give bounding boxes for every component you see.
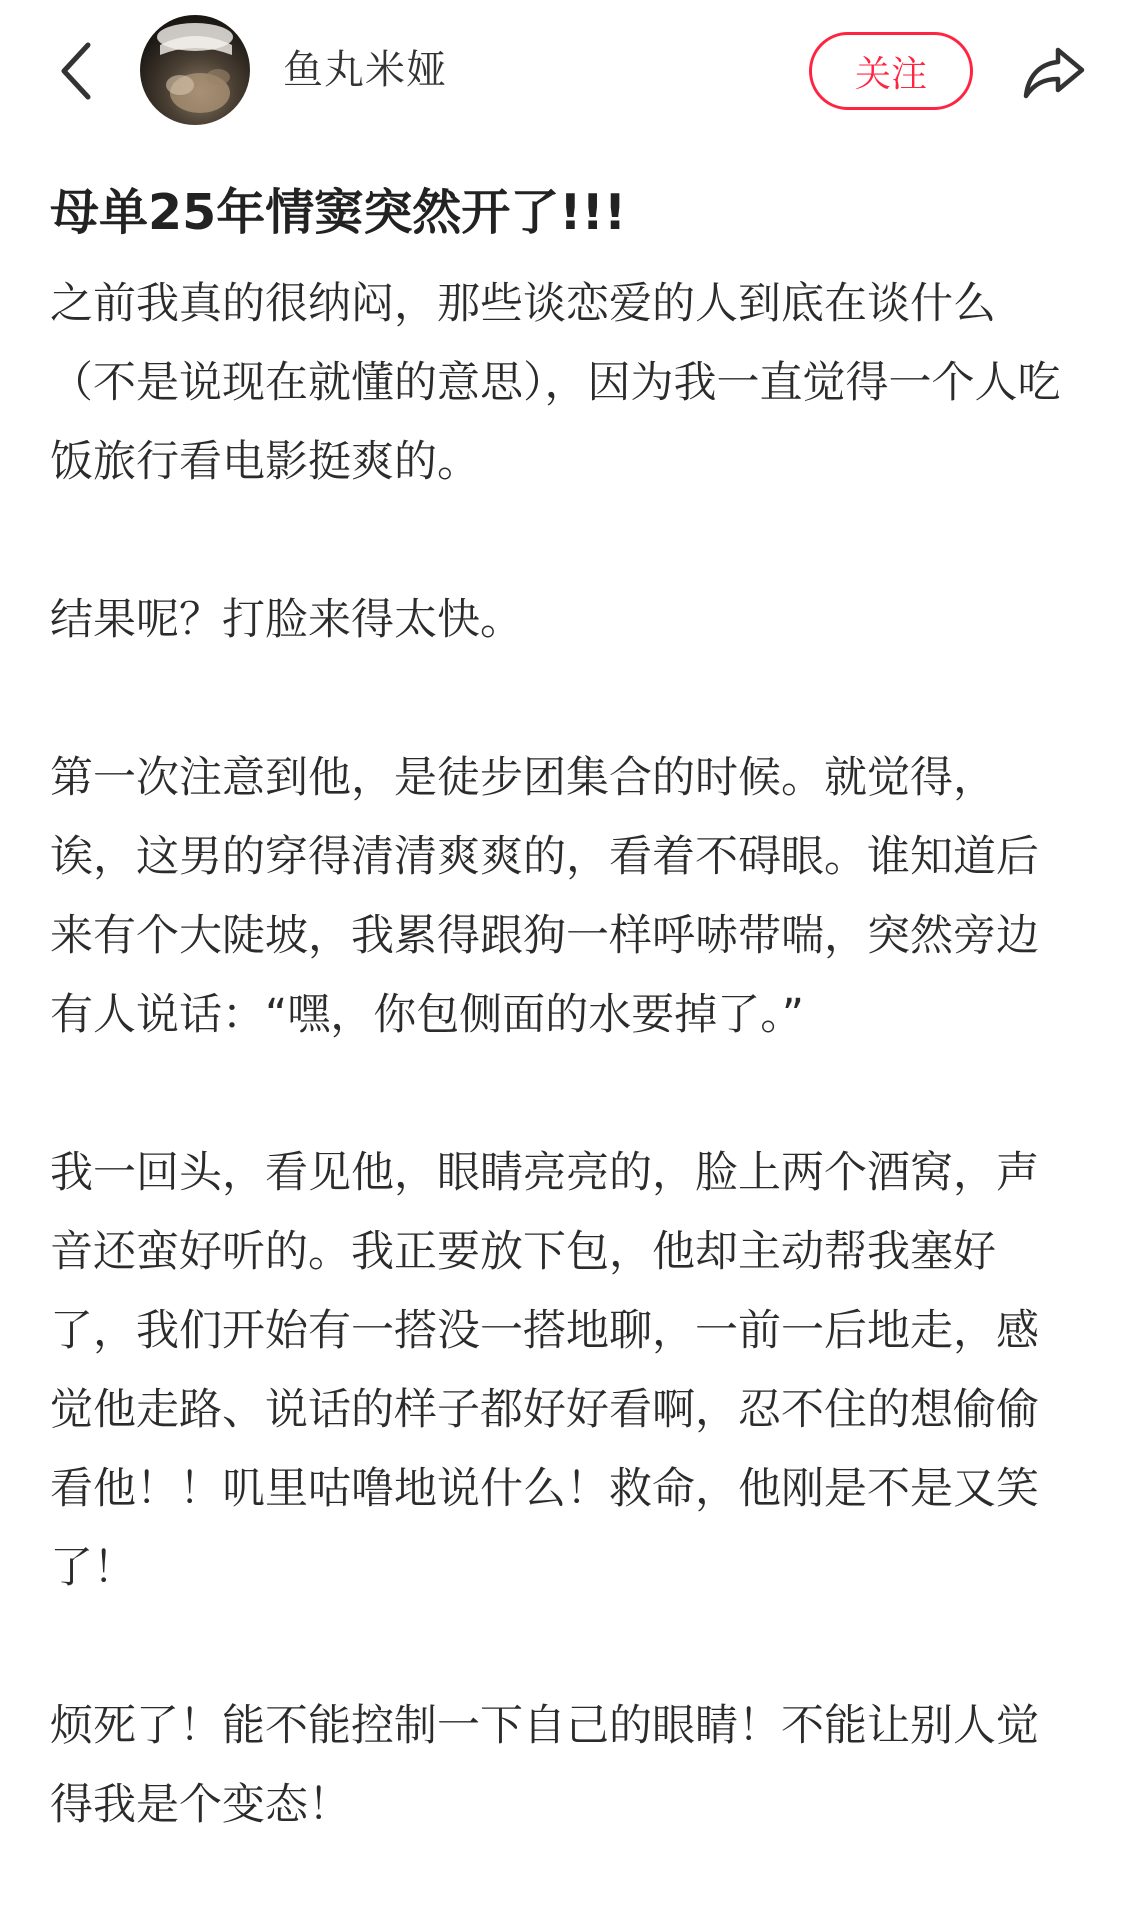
note-paragraph: 结果呢？打脸来得太快。 [50,595,523,645]
note-paragraph: 烦死了！能不能控制一下自己的眼睛！不能让别人觉得我是个变态！ [50,1701,1039,1830]
author-avatar[interactable] [140,15,250,125]
top-bar [0,0,1125,140]
share-button[interactable] [1018,36,1090,108]
author-name[interactable]: 鱼丸米娅 [283,47,447,93]
note-paragraph: 之前我真的很纳闷，那些谈恋爱的人到底在谈什么（不是说现在就懂的意思），因为我一直觉得一个人吃饭旅行看电影挺爽的。 [50,279,1061,487]
note-paragraph: 第一次注意到他，是徒步团集合的时候。就觉得，诶，这男的穿得清清爽爽的，看着不碍眼。谁知道后来有个大陡坡，我累得跟狗一样呼哧带喘，突然旁边有人说话：“嘿，你包侧面的水要掉了。” [50,753,1039,1040]
avatar-image [140,15,250,125]
follow-button[interactable]: 关注 [809,32,973,110]
note-paragraph: 我一回头，看见他，眼睛亮亮的，脸上两个酒窝，声音还蛮好听的。我正要放下包，他却主动帮我塞好了，我们开始有一搭没一搭地聊，一前一后地走，感觉他走路、说话的样子都好好看啊，忍不住的想偷偷看他！！叽里咕噜地说什么！救命，他刚是不是又笑了！ [50,1148,1039,1593]
note-body [50,265,1080,1845]
chevron-left-icon [58,41,94,101]
back-button[interactable] [48,36,104,106]
share-icon [1022,44,1086,100]
note-title: 母单25年情窦突然开了!!! [50,184,627,241]
